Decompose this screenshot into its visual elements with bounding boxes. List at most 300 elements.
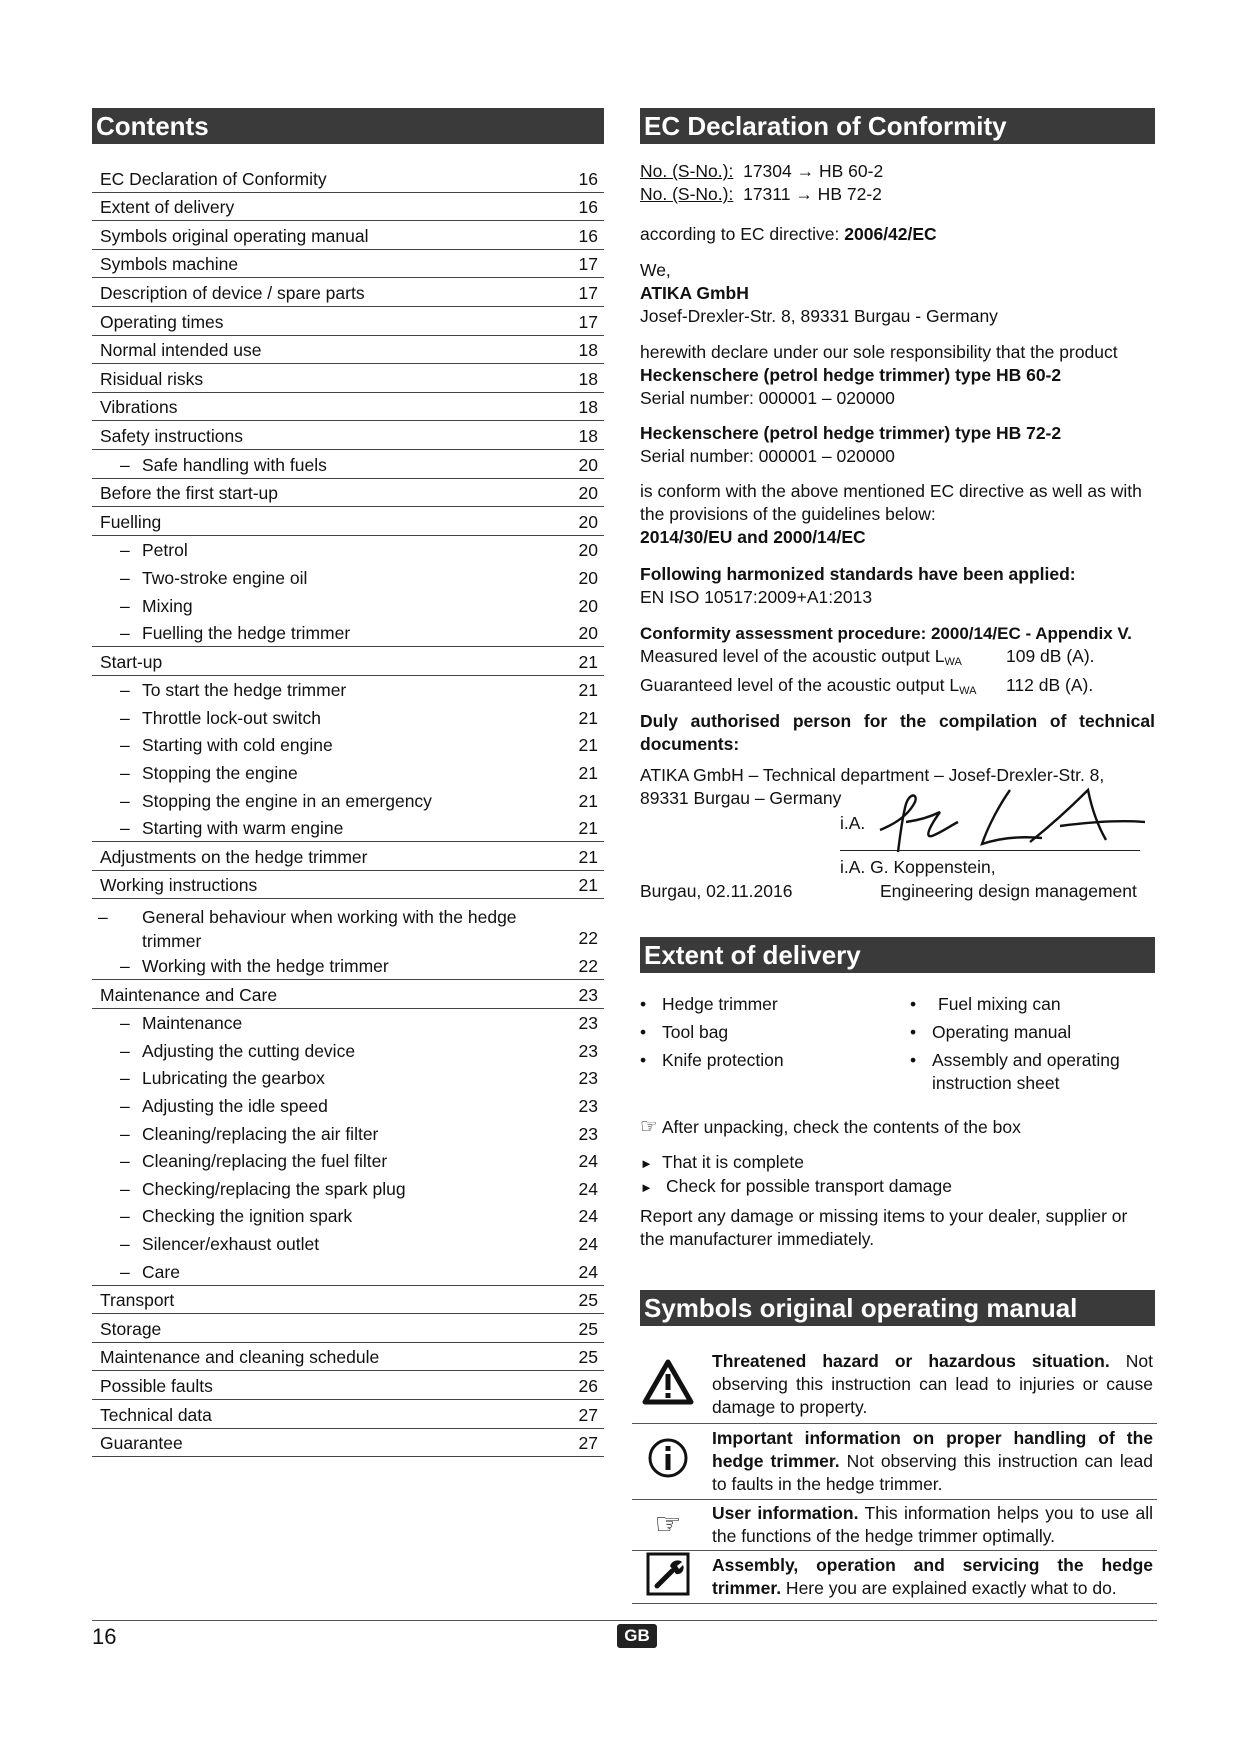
toc-label-text: Checking the ignition spark xyxy=(142,1206,353,1227)
toc-label xyxy=(120,1096,328,1117)
dash-icon: – xyxy=(120,1178,130,1199)
toc-label-text: Maintenance and Care xyxy=(100,984,278,1005)
dash-icon: – xyxy=(120,763,130,784)
toc-label-text: Adjusting the cutting device xyxy=(142,1040,356,1061)
toc-label-text: EC Declaration of Conformity xyxy=(100,168,327,189)
footer-rule xyxy=(92,1620,1157,1621)
serial-2: Serial number: 000001 – 020000 xyxy=(640,446,895,466)
delivery-item: Fuel mixing can xyxy=(938,994,1061,1014)
pointing-hand-icon: ☞ xyxy=(640,1116,658,1138)
toc-label xyxy=(120,763,298,784)
toc-page-number: 21 xyxy=(578,735,598,756)
symbol-row xyxy=(632,1499,1157,1550)
toc-entry[interactable] xyxy=(92,393,604,422)
measured-label: Measured level of the acoustic output L xyxy=(640,646,945,666)
toc-label-text: Starting with cold engine xyxy=(142,735,333,756)
measured-value: 109 dB (A). xyxy=(1006,646,1095,666)
toc-subentry[interactable] xyxy=(92,1147,604,1175)
toc-subentry[interactable] xyxy=(92,758,604,786)
toc-page-number: 16 xyxy=(578,225,598,246)
toc-label-text: Working instructions xyxy=(100,875,258,896)
toc-page-number: 20 xyxy=(578,540,598,561)
toc-page-number: 16 xyxy=(578,197,598,218)
toc-page-number: 20 xyxy=(578,454,598,475)
symbols-header: Symbols original operating manual xyxy=(640,1290,1155,1326)
page-number: 16 xyxy=(92,1624,117,1649)
symbol-desc: Not observing this instruction can lead to injuries or cause damage to property. xyxy=(712,1351,1153,1418)
toc-page-number: 17 xyxy=(578,311,598,332)
standards-block xyxy=(640,563,1155,609)
toc-label xyxy=(120,568,307,589)
delivery-list-left xyxy=(640,993,880,1072)
toc-entry[interactable] xyxy=(92,1314,604,1343)
toc-label xyxy=(100,1433,183,1454)
toc-label xyxy=(120,1041,355,1062)
toc-label xyxy=(120,455,327,476)
check-item: That it is complete xyxy=(662,1152,804,1172)
dash-icon: – xyxy=(120,595,130,616)
check-note-text: After unpacking, check the contents of the box xyxy=(661,1117,1021,1137)
dash-icon: – xyxy=(120,1013,130,1034)
dash-icon: – xyxy=(120,680,130,701)
bullet-icon: • xyxy=(640,994,647,1014)
toc-label-text: Possible faults xyxy=(100,1375,213,1396)
toc-label xyxy=(100,985,277,1006)
company-name: ATIKA GmbH xyxy=(640,283,749,303)
toc-label-text: Safe handling with fuels xyxy=(142,454,327,475)
bullet-icon: • xyxy=(910,994,917,1014)
toc-entry[interactable] xyxy=(92,307,604,336)
symbol-text xyxy=(704,1499,1157,1550)
dash-icon: – xyxy=(120,454,130,475)
product-1: Heckenschere (petrol hedge trimmer) type HB 60-2 xyxy=(640,365,1062,385)
toc-label-text: Fuelling the hedge trimmer xyxy=(142,623,351,644)
toc-page-number: 23 xyxy=(578,1123,598,1144)
toc-page-number: 22 xyxy=(578,956,598,977)
symbol-title: Important information on proper handling of the hedge trimmer. xyxy=(712,1427,1153,1471)
toc-label xyxy=(100,340,261,361)
dash-icon: – xyxy=(120,567,130,588)
toc-page-number: 21 xyxy=(578,846,598,867)
toc-entry[interactable] xyxy=(92,193,604,222)
company-address: Josef-Drexler-Str. 8, 89331 Burgau - Germany xyxy=(640,306,998,326)
toc-entry[interactable] xyxy=(92,421,604,450)
toc-subentry[interactable] xyxy=(92,536,604,564)
serial-1: Serial number: 000001 – 020000 xyxy=(640,388,895,408)
toc-page-number: 24 xyxy=(578,1233,598,1254)
directive-prefix: according to EC directive: xyxy=(640,224,845,244)
sno-2: 17311 → HB 72-2 xyxy=(743,184,882,204)
toc-page-number: 17 xyxy=(578,282,598,303)
toc-page-number: 22 xyxy=(578,928,598,949)
bullet-icon: • xyxy=(910,1022,917,1042)
toc-entry[interactable] xyxy=(92,364,604,393)
toc-label-text: Maintenance and cleaning schedule xyxy=(100,1347,380,1368)
directive-number: 2006/42/EC xyxy=(844,224,937,244)
toc-label-text: Maintenance xyxy=(142,1013,243,1034)
toc-entry[interactable] xyxy=(92,479,604,508)
symbol-row xyxy=(632,1423,1157,1499)
toc-page-number: 21 xyxy=(578,707,598,728)
authorised-block xyxy=(640,710,1155,756)
toc-page-number: 25 xyxy=(578,1290,598,1311)
toc-label xyxy=(98,905,522,953)
warning-triangle-icon xyxy=(642,1359,694,1405)
report-note: Report any damage or missing items to your dealer, supplier or the manufacturer immediately. xyxy=(640,1206,1128,1249)
toc-subentry[interactable] xyxy=(92,591,604,619)
sno-1: 17304 → HB 60-2 xyxy=(743,161,884,181)
toc-label-text: Transport xyxy=(100,1290,175,1311)
info-circle-icon xyxy=(647,1437,689,1479)
toc-label-text: Guarantee xyxy=(100,1433,183,1454)
dash-icon: – xyxy=(120,707,130,728)
dash-icon: – xyxy=(120,540,130,561)
toc-page-number: 20 xyxy=(578,595,598,616)
toc-subentry[interactable] xyxy=(92,1229,604,1257)
toc-page-number: 20 xyxy=(578,567,598,588)
toc-label-text: To start the hedge trimmer xyxy=(142,680,347,701)
dash-icon: – xyxy=(120,1261,130,1282)
toc-label-text: Storage xyxy=(100,1318,162,1339)
toc-label xyxy=(100,397,178,418)
toc-label-text: Cleaning/replacing the fuel filter xyxy=(142,1151,388,1172)
toc-label-text: Operating times xyxy=(100,311,224,332)
signature-line xyxy=(840,850,1140,851)
toc-entry[interactable] xyxy=(92,250,604,279)
toc-page-number: 24 xyxy=(578,1178,598,1199)
toc-page-number: 21 xyxy=(578,818,598,839)
toc-label xyxy=(120,1206,352,1227)
ia-label: i.A. xyxy=(840,813,866,833)
symbol-icon-cell xyxy=(632,1499,704,1550)
symbols-table xyxy=(632,1347,1157,1604)
procedure: Conformity assessment procedure: 2000/14/EC - Appendix V. xyxy=(640,624,1132,643)
toc-label-text: Technical data xyxy=(100,1404,212,1425)
product-2: Heckenschere (petrol hedge trimmer) type HB 72-2 xyxy=(640,423,1062,443)
place-date: Burgau, 02.11.2016 xyxy=(640,881,793,901)
wa-subscript: WA xyxy=(959,685,977,697)
guidelines: 2014/30/EU and 2000/14/EC xyxy=(640,527,866,547)
toc-label xyxy=(100,369,203,390)
toc-label-text: Two-stroke engine oil xyxy=(142,567,308,588)
toc-label-text: Adjustments on the hedge trimmer xyxy=(100,846,368,867)
toc-subentry[interactable] xyxy=(92,1119,604,1147)
toc-entry[interactable] xyxy=(92,1286,604,1315)
toc-label-text: Stopping the engine xyxy=(142,763,298,784)
toc-page-number: 26 xyxy=(578,1375,598,1396)
toc-label xyxy=(120,623,350,644)
toc-page-number: 23 xyxy=(578,1068,598,1089)
bullet-icon: • xyxy=(640,1050,647,1070)
toc-page-number: 21 xyxy=(578,651,598,672)
toc-page-number: 16 xyxy=(578,168,598,189)
toc-page-number: 18 xyxy=(578,340,598,361)
delivery-item: Operating manual xyxy=(932,1022,1072,1042)
toc-subentry[interactable] xyxy=(92,619,604,648)
toc-entry[interactable] xyxy=(92,1343,604,1372)
toc-entry[interactable] xyxy=(92,1400,604,1429)
product-block-2 xyxy=(640,422,1155,468)
symbol-text xyxy=(704,1423,1157,1499)
toc-label-text: Start-up xyxy=(100,651,163,672)
declaration-header: EC Declaration of Conformity xyxy=(640,108,1155,144)
toc-label-text: Safety instructions xyxy=(100,425,243,446)
authorised-text: Duly authorised person for the compilation of technical documents: xyxy=(640,711,1155,754)
delivery-item: Tool bag xyxy=(662,1022,729,1042)
toc-label-text: Checking/replacing the spark plug xyxy=(142,1178,406,1199)
toc-label xyxy=(120,596,193,617)
toc-label xyxy=(120,1151,387,1172)
directive-line xyxy=(640,223,1155,246)
delivery-header: Extent of delivery xyxy=(640,937,1155,973)
toc-label xyxy=(100,847,368,868)
toc-label xyxy=(120,818,343,839)
toc-label xyxy=(120,1179,406,1200)
sno-label: No. (S-No.): xyxy=(640,161,734,181)
toc-page-number: 21 xyxy=(578,680,598,701)
table-of-contents xyxy=(92,164,604,1457)
toc-subentry[interactable] xyxy=(92,1091,604,1119)
sno-label: No. (S-No.): xyxy=(640,184,734,204)
symbol-icon-cell xyxy=(632,1550,704,1603)
conform-text: is conform with the above mentioned EC directive as well as with the provisions of the guidelines below: xyxy=(640,481,1142,524)
toc-label-text: Description of device / spare parts xyxy=(100,282,365,303)
toc-label xyxy=(100,1290,174,1311)
toc-label xyxy=(120,791,432,812)
toc-label xyxy=(100,1319,161,1340)
delivery-item: Assembly and operating instruction sheet xyxy=(932,1050,1120,1093)
toc-page-number: 24 xyxy=(578,1261,598,1282)
toc-page-number: 18 xyxy=(578,425,598,446)
arrow-bullet-icon: ► xyxy=(640,1156,653,1171)
toc-label-text: Vibrations xyxy=(100,397,178,418)
toc-label-text: Starting with warm engine xyxy=(142,818,344,839)
toc-label-text: Lubricating the gearbox xyxy=(142,1068,325,1089)
toc-subentry[interactable] xyxy=(92,563,604,591)
toc-label xyxy=(100,283,365,304)
toc-subentry[interactable] xyxy=(92,450,604,479)
toc-subentry[interactable] xyxy=(92,786,604,814)
toc-subentry[interactable] xyxy=(92,676,604,704)
dash-icon: – xyxy=(120,1233,130,1254)
toc-label xyxy=(120,1262,180,1283)
symbol-desc: This information helps you to use all the functions of the hedge trimmer optimally. xyxy=(712,1502,1153,1546)
check-list xyxy=(640,1151,1155,1199)
toc-page-number: 23 xyxy=(578,1013,598,1034)
toc-label xyxy=(120,1068,325,1089)
toc-label-text: Mixing xyxy=(142,595,193,616)
toc-page-number: 23 xyxy=(578,984,598,1005)
toc-label xyxy=(120,540,188,561)
toc-label-text: Symbols machine xyxy=(100,254,239,275)
symbol-icon-cell xyxy=(632,1423,704,1499)
toc-entry[interactable] xyxy=(92,221,604,250)
symbol-desc: Here you are explained exactly what to do. xyxy=(781,1577,1117,1598)
toc-label xyxy=(120,708,321,729)
toc-label-text: Silencer/exhaust outlet xyxy=(142,1233,320,1254)
tech-city: 89331 Burgau – Germany xyxy=(640,788,842,808)
toc-label xyxy=(100,875,257,896)
toc-label xyxy=(100,254,238,275)
check-note xyxy=(640,1116,1155,1139)
toc-label xyxy=(120,735,333,756)
toc-page-number: 25 xyxy=(578,1318,598,1339)
toc-page-number: 20 xyxy=(578,511,598,532)
dash-icon: – xyxy=(120,735,130,756)
symbol-row xyxy=(632,1550,1157,1603)
standards-title: Following harmonized standards have been applied: xyxy=(640,564,1076,584)
standard: EN ISO 10517:2009+A1:2013 xyxy=(640,587,873,607)
toc-entry[interactable] xyxy=(92,842,604,871)
toc-label xyxy=(120,680,346,701)
toc-entry[interactable] xyxy=(92,507,604,536)
toc-label-text: Care xyxy=(142,1261,180,1282)
toc-label-text: Symbols original operating manual xyxy=(100,225,369,246)
dash-icon: – xyxy=(120,1206,130,1227)
declarant-block xyxy=(640,259,1155,328)
serial-numbers xyxy=(640,160,1155,206)
wa-subscript: WA xyxy=(944,656,962,668)
toc-page-number: 23 xyxy=(578,1040,598,1061)
toc-label-text: Adjusting the idle speed xyxy=(142,1096,328,1116)
toc-page-number: 18 xyxy=(578,397,598,418)
language-badge: GB xyxy=(617,1624,657,1648)
herewith-text: herewith declare under our sole responsibility that the product xyxy=(640,342,1118,362)
toc-label xyxy=(100,197,234,218)
toc-subentry[interactable] xyxy=(92,1036,604,1064)
symbol-text xyxy=(704,1347,1157,1423)
toc-label xyxy=(120,1013,242,1034)
toc-entry[interactable] xyxy=(92,278,604,307)
toc-label-text: Petrol xyxy=(142,540,188,561)
dash-icon: – xyxy=(120,818,130,839)
toc-entry[interactable] xyxy=(92,1371,604,1400)
toc-subentry[interactable] xyxy=(92,1174,604,1202)
toc-subentry[interactable] xyxy=(92,1009,604,1037)
conformity-block xyxy=(640,480,1155,549)
toc-label xyxy=(100,483,278,504)
toc-label xyxy=(100,426,243,447)
delivery-list-right xyxy=(910,993,1155,1095)
toc-label xyxy=(100,652,162,673)
dash-icon: – xyxy=(120,1151,130,1172)
guaranteed-value: 112 dB (A). xyxy=(1006,675,1094,695)
toc-page-number: 23 xyxy=(578,1096,598,1116)
dash-icon: – xyxy=(120,1040,130,1061)
toc-label xyxy=(100,169,327,190)
dash-icon: – xyxy=(120,790,130,811)
symbol-desc: Not observing this instruction can lead to faults in the hedge trimmer. xyxy=(712,1450,1153,1494)
symbol-title: Assembly, operation and servicing the hedge trimmer. xyxy=(712,1554,1153,1598)
dash-icon: – xyxy=(98,907,108,928)
toc-label-text: Cleaning/replacing the air filter xyxy=(142,1123,379,1144)
dash-icon: – xyxy=(120,1068,130,1089)
arrow-bullet-icon: ► xyxy=(640,1180,653,1195)
symbol-row xyxy=(632,1347,1157,1423)
symbol-icon-cell xyxy=(632,1347,704,1423)
guaranteed-label: Guaranteed level of the acoustic output L xyxy=(640,675,960,695)
we-text: We, xyxy=(640,260,671,280)
toc-label xyxy=(100,312,224,333)
toc-page-number: 24 xyxy=(578,1206,598,1227)
toc-label xyxy=(100,1405,212,1426)
toc-page-number: 18 xyxy=(578,368,598,389)
symbol-title: Threatened hazard or hazardous situation. xyxy=(712,1351,1110,1372)
acoustic-block xyxy=(640,622,1155,703)
toc-page-number: 27 xyxy=(578,1433,598,1454)
toc-subentry[interactable] xyxy=(92,899,604,951)
toc-label-text: Extent of delivery xyxy=(100,197,235,218)
toc-label-text: Throttle lock-out switch xyxy=(142,707,321,728)
signer-role: Engineering design management xyxy=(880,881,1137,901)
symbol-title: User information. xyxy=(712,1502,859,1523)
signer-line: i.A. G. Koppenstein, xyxy=(840,857,996,877)
toc-label xyxy=(120,1124,378,1145)
toc-entry[interactable] xyxy=(92,164,604,193)
toc-label xyxy=(120,956,389,977)
dash-icon: – xyxy=(120,623,130,644)
wrench-icon xyxy=(646,1552,690,1596)
toc-label-text: Fuelling xyxy=(100,511,162,532)
toc-label-text: General behaviour when working with the hedge trimmer xyxy=(142,907,517,952)
toc-label xyxy=(100,226,368,247)
dash-icon: – xyxy=(120,956,130,977)
toc-label-text: Normal intended use xyxy=(100,340,262,361)
toc-entry[interactable] xyxy=(92,336,604,365)
toc-label xyxy=(100,1347,379,1368)
toc-entry[interactable] xyxy=(92,647,604,676)
pointing-hand-icon: ☞ xyxy=(654,1507,682,1541)
toc-page-number: 21 xyxy=(578,763,598,784)
delivery-item: Knife protection xyxy=(662,1050,784,1070)
check-item: Check for possible transport damage xyxy=(666,1176,952,1196)
toc-subentry[interactable] xyxy=(92,1202,604,1230)
tech-dept: ATIKA GmbH – Technical department – Josef-Drexler-Str. 8, xyxy=(640,765,1105,785)
product-block-1 xyxy=(640,341,1155,410)
toc-page-number: 20 xyxy=(578,623,598,644)
dash-icon: – xyxy=(120,1123,130,1144)
toc-entry[interactable] xyxy=(92,980,604,1009)
toc-page-number: 21 xyxy=(578,790,598,811)
toc-subentry[interactable] xyxy=(92,703,604,731)
toc-subentry[interactable] xyxy=(92,1257,604,1286)
toc-label xyxy=(100,512,161,533)
toc-page-number: 24 xyxy=(578,1151,598,1172)
toc-page-number: 21 xyxy=(578,875,598,896)
toc-subentry[interactable] xyxy=(92,951,604,980)
dash-icon: – xyxy=(120,1096,130,1116)
toc-label xyxy=(120,1234,319,1255)
toc-label xyxy=(100,1376,213,1397)
toc-page-number: 17 xyxy=(578,254,598,275)
toc-page-number: 20 xyxy=(578,483,598,504)
toc-subentry[interactable] xyxy=(92,731,604,759)
toc-label-text: Before the first start-up xyxy=(100,483,278,504)
toc-label-text: Stopping the engine in an emergency xyxy=(142,790,432,811)
bullet-icon: • xyxy=(640,1022,647,1042)
toc-page-number: 27 xyxy=(578,1404,598,1425)
toc-entry[interactable] xyxy=(92,871,604,900)
symbol-text xyxy=(704,1550,1157,1603)
toc-label-text: Risidual risks xyxy=(100,368,204,389)
toc-page-number: 25 xyxy=(578,1347,598,1368)
toc-subentry[interactable] xyxy=(92,1064,604,1092)
toc-entry[interactable] xyxy=(92,1429,604,1458)
toc-subentry[interactable] xyxy=(92,814,604,843)
toc-label-text: Working with the hedge trimmer xyxy=(142,956,389,977)
bullet-icon: • xyxy=(910,1050,917,1070)
contents-header: Contents xyxy=(92,108,604,144)
